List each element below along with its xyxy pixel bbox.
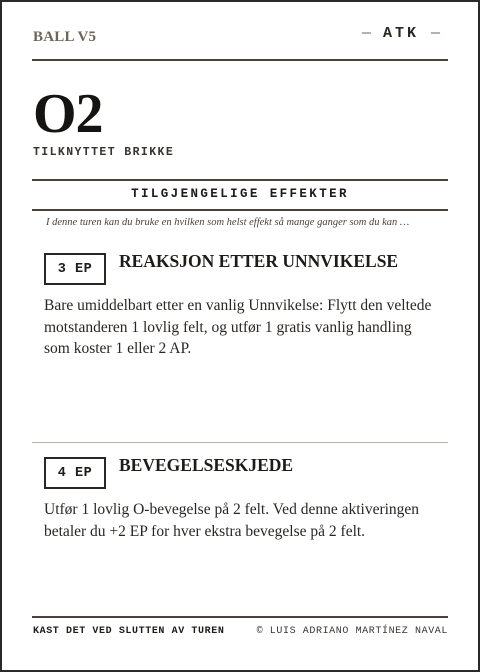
type-dash-right: — xyxy=(430,25,440,42)
section-top-divider xyxy=(32,179,448,181)
section-title: TILGJENGELIGE EFFEKTER xyxy=(131,187,349,201)
effect-title: BEVEGELSESKJEDE xyxy=(119,455,294,475)
effect-cost-badge: 3 EP xyxy=(44,253,106,285)
discard-instruction: KAST DET VED SLUTTEN AV TUREN xyxy=(33,626,225,637)
copyright-notice: © LUIS ADRIANO MARTÍNEZ NAVAL xyxy=(256,626,448,637)
header-divider xyxy=(32,59,448,61)
footer-divider xyxy=(32,616,448,618)
effect-cost-badge: 4 EP xyxy=(44,457,106,489)
effect-description: Utfør 1 lovlig O-bevegelse på 2 felt. Ved denne aktiveringen betaler du +2 EP for hver ekstra bevegelse på 2 felt. xyxy=(44,501,420,540)
card-set-label: BALL V5 xyxy=(33,29,97,45)
type-tag-text: ATK xyxy=(382,25,419,42)
card-code-subtitle: TILKNYTTET BRIKKE xyxy=(33,146,175,159)
effect-description: Bare umiddelbart etter en vanlig Unnvikelse: Flytt den veltede motstanderen 1 lovlig felt, og utfør 1 gratis vanlig handling som koster 1 eller 2 AP. xyxy=(44,297,432,357)
intro-text: I denne turen kan du bruke en hvilken som helst effekt så mange ganger som du kan … xyxy=(46,217,410,228)
card-type-tag xyxy=(362,25,440,42)
type-dash-left: — xyxy=(361,25,371,42)
effect-title: REAKSJON ETTER UNNVIKELSE xyxy=(119,251,399,271)
card-code: O2 xyxy=(33,83,103,145)
section-bottom-divider xyxy=(32,209,448,211)
effect-divider xyxy=(32,442,448,443)
